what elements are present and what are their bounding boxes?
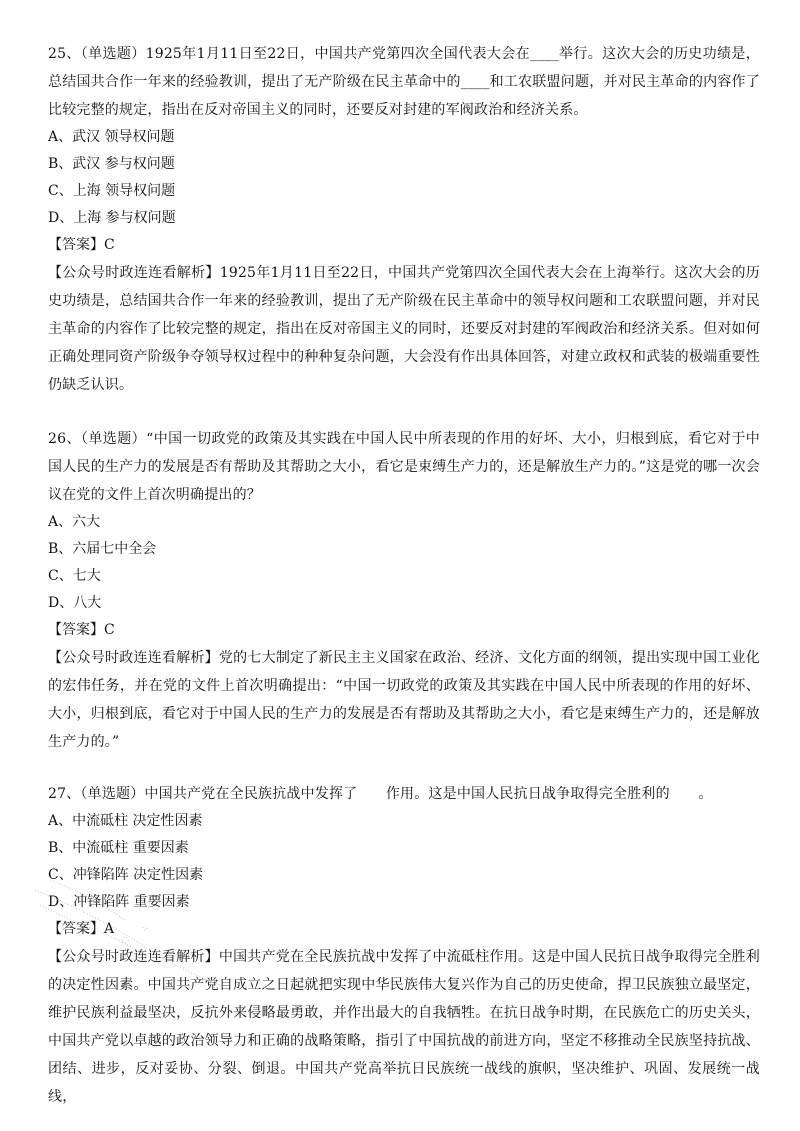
option-a: A、中流砥柱 决定性因素 (48, 813, 203, 829)
question-stem: 27、（单选题）中国共产党在全民族抗战中发挥了 作用。这是中国人民抗日战争取得完全胜利的 。 (48, 786, 713, 802)
spacer (48, 399, 760, 425)
answer: 【答案】C (48, 237, 115, 253)
analysis: 【公众号时政连连看解析】中国共产党在全民族抗战中发挥了中流砥柱作用。这是中国人民抗日战争取得完全胜利的决定性因素。中国共产党自成立之日起就把实现中华民族伟大复兴作为自己的历史使命，捍卫民族独立最坚定，维护民族利益最坚决，反抗外来侵略最勇敢，并作出最大的自我牺牲。在抗日战争时期，在民族危亡的历史关头，中国共产党以卓越的政治领导力和正确的战略策略，指引了中国抗战的前进方向，坚定不移推动全民族坚持抗战、团结、进步，反对妥协、分裂、倒退。中国共产党高举抗日民族统一战线的旗帜，坚决维护、巩固、发展统一战线， (48, 949, 760, 1105)
question-stem: 26、（单选题）“中国一切政党的政策及其实践在中国人民中所表现的作用的好坏、大小，归根到底，看它对于中国人民的生产力的发展是否有帮助及其帮助之大小，看它是束缚生产力的，还是解放生产力的。”这是党的哪一次会议在党的文件上首次明确提出的？ (48, 431, 760, 503)
option-a: A、六大 (48, 514, 101, 530)
option-a: A、武汉 领导权问题 (48, 129, 175, 145)
option-b: B、中流砥柱 重要因素 (48, 840, 189, 856)
option-c: C、七大 (48, 568, 101, 584)
answer: 【答案】A (48, 921, 115, 937)
analysis: 【公众号时政连连看解析】1925年1月11日至22日，中国共产党第四次全国代表大会在上海举行。这次大会的历史功绩是，总结国共合作一年来的经验教训，提出了无产阶级在民主革命中的领导权问题和工农联盟问题，并对民主革命的内容作了比较完整的规定，指出在反对帝国主义的同时，还要反对封建的军阀政治和经济关系。但对如何正确处理同资产阶级争夺领导权过程中的种种复杂问题，大会没有作出具体回答，对建立政权和武装的极端重要性仍缺乏认识。 (48, 265, 760, 393)
option-b: B、六届七中全会 (48, 541, 157, 557)
spacer (48, 756, 760, 780)
option-d: D、八大 (48, 595, 102, 611)
answer: 【答案】C (48, 622, 115, 638)
option-d: D、冲锋陷阵 重要因素 (48, 894, 190, 910)
question-26 (48, 425, 760, 756)
option-b: B、武汉 参与权问题 (48, 156, 175, 172)
question-25 (48, 40, 760, 399)
option-c: C、冲锋陷阵 决定性因素 (48, 867, 204, 883)
question-stem: 25、（单选题）1925年1月11日至22日，中国共产党第四次全国代表大会在____举行。这次大会的历史功绩是，总结国共合作一年来的经验教训，提出了无产阶级在民主革命中的____和工农联盟问题，并对民主革命的内容作了比较完整的规定，指出在反对帝国主义的同时，还要反对封建的军阀政治和经济关系。 (48, 46, 760, 118)
option-d: D、上海 参与权问题 (48, 210, 176, 226)
document-page (48, 40, 760, 1111)
analysis: 【公众号时政连连看解析】党的七大制定了新民主主义国家在政治、经济、文化方面的纲领，提出实现中国工业化的宏伟任务，并在党的文件上首次明确提出：“中国一切政党的政策及其实践在中国人民中所表现的作用的好坏、大小，归根到底，看它对于中国人民的生产力的发展是否有帮助及其帮助之大小，看它是束缚生产力的，还是解放生产力的。” (48, 650, 760, 750)
option-c: C、上海 领导权问题 (48, 183, 176, 199)
question-27 (48, 780, 760, 1111)
